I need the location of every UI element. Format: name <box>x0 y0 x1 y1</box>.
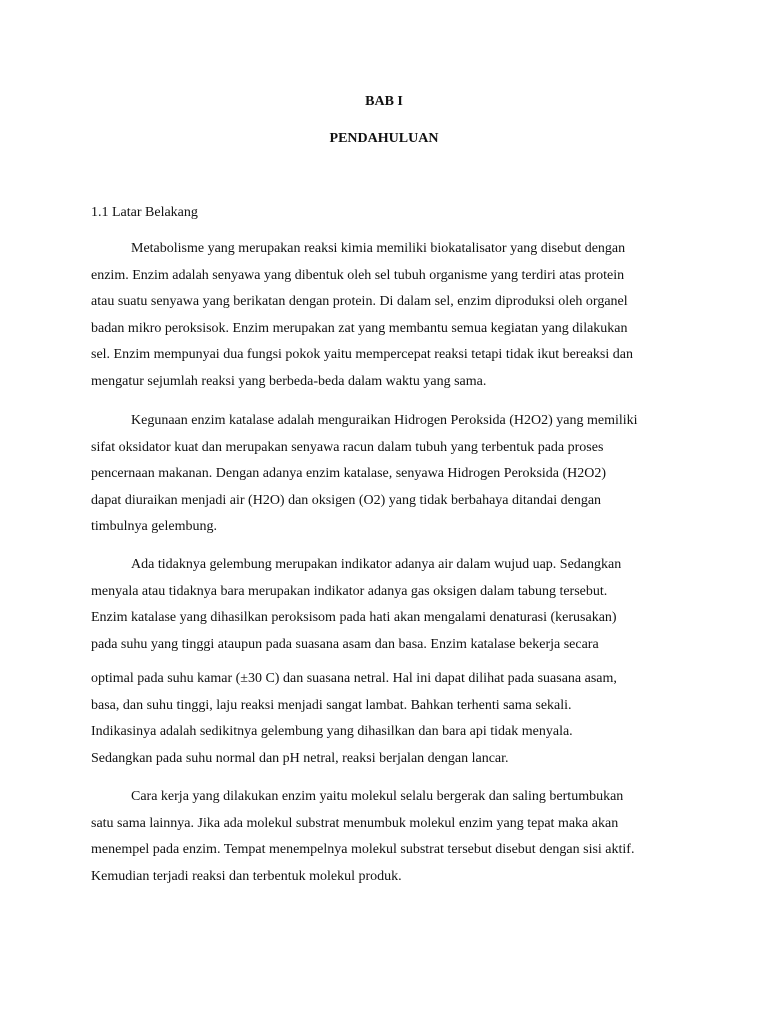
paragraph-line: sel. Enzim mempunyai dua fungsi pokok yaitu mempercepat reaksi tetapi tidak ikut bereaksi dan <box>91 347 633 363</box>
paragraph-line: optimal pada suhu kamar (±30 C) dan suasana netral. Hal ini dapat dilihat pada suasana asam, <box>91 671 617 686</box>
paragraph-line: pada suhu yang tinggi ataupun pada suasana asam dan basa. Enzim katalase bekerja secara <box>91 636 599 652</box>
paragraph-line: badan mikro peroksisok. Enzim merupakan zat yang membantu semua kegiatan yang dilakukan <box>91 320 628 336</box>
paragraph-line: Enzim katalase yang dihasilkan peroksisom pada hati akan mengalami denaturasi (kerusakan) <box>91 610 617 626</box>
paragraph-line: sifat oksidator kuat dan merupakan senyawa racun dalam tubuh yang terbentuk pada proses <box>91 439 604 455</box>
paragraph-4 <box>91 784 691 890</box>
paragraph-1 <box>91 236 691 396</box>
paragraph-line: mengatur sejumlah reaksi yang berbeda-beda dalam waktu yang sama. <box>91 373 487 389</box>
paragraph-3 <box>91 552 691 658</box>
paragraph-line: enzim. Enzim adalah senyawa yang dibentuk oleh sel tubuh organisme yang terdiri atas protein <box>91 267 625 283</box>
paragraph-line: basa, dan suhu tinggi, laju reaksi menjadi sangat lambat. Bahkan terhenti sama sekali. <box>91 697 572 713</box>
paragraph-line: satu sama lainnya. Jika ada molekul substrat menumbuk molekul enzim yang tepat maka akan <box>91 815 619 831</box>
paragraph-line: Ada tidaknya gelembung merupakan indikator adanya air dalam wujud uap. Sedangkan <box>131 557 622 572</box>
paragraph-line: Sedangkan pada suhu normal dan pH netral, reaksi berjalan dengan lancar. <box>91 750 509 766</box>
chapter-title: PENDAHULUAN <box>329 131 439 146</box>
paragraph-line: Metabolisme yang merupakan reaksi kimia memiliki biokatalisator yang disebut dengan <box>131 241 626 256</box>
paragraph-line: Kemudian terjadi reaksi dan terbentuk molekul produk. <box>91 868 402 884</box>
paragraph-line: Cara kerja yang dilakukan enzim yaitu molekul selalu bergerak dan saling bertumbukan <box>131 789 624 804</box>
paragraph-line: dapat diuraikan menjadi air (H2O) dan oksigen (O2) yang tidak berbahaya ditandai dengan <box>91 492 602 508</box>
paragraph-line: menyala atau tidaknya bara merupakan indikator adanya gas oksigen dalam tabung tersebut. <box>91 583 608 599</box>
paragraph-line: timbulnya gelembung. <box>91 519 217 535</box>
paragraph-line: atau suatu senyawa yang berikatan dengan protein. Di dalam sel, enzim diproduksi oleh organel <box>91 294 628 310</box>
section-heading: 1.1 Latar Belakang <box>91 205 198 220</box>
paragraph-line: Indikasinya adalah sedikitnya gelembung yang dihasilkan dan bara api tidak menyala. <box>91 724 573 740</box>
paragraph-3-continued <box>91 666 691 772</box>
paragraph-2 <box>91 408 691 541</box>
paragraph-line: Kegunaan enzim katalase adalah menguraikan Hidrogen Peroksida (H2O2) yang memiliki <box>131 413 638 428</box>
chapter-number: BAB I <box>365 94 403 109</box>
paragraph-line: menempel pada enzim. Tempat menempelnya molekul substrat tersebut disebut dengan sisi aktif. <box>91 842 635 858</box>
paragraph-line: pencernaan makanan. Dengan adanya enzim katalase, senyawa Hidrogen Peroksida (H2O2) <box>91 466 607 482</box>
